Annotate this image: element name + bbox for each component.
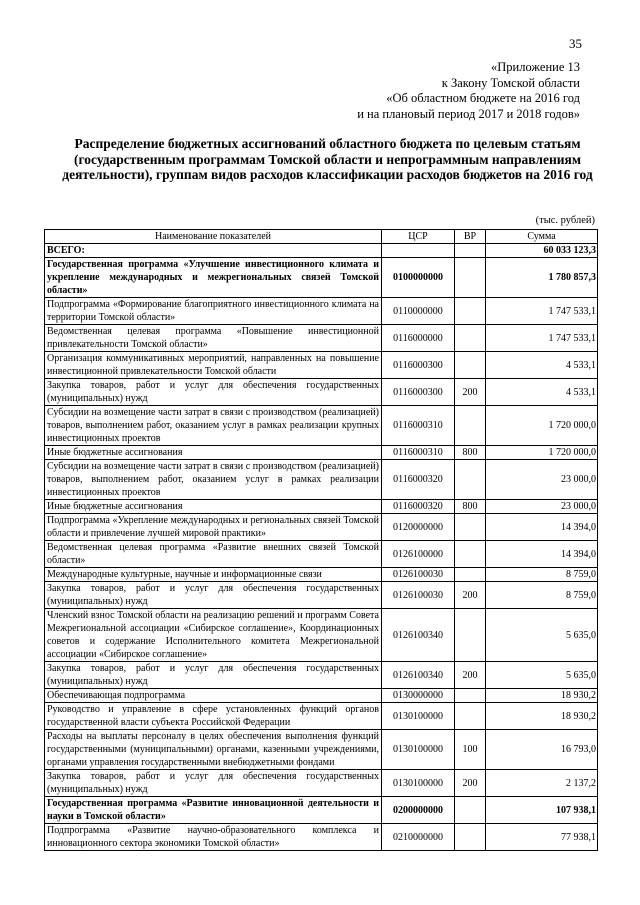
row-name: ВСЕГО:: [45, 244, 382, 258]
row-sum: 4 533,1: [486, 379, 598, 406]
row-csr: 0116000310: [382, 446, 455, 460]
row-name: Закупка товаров, работ и услуг для обеспечения государственных (муниципальных) нужд: [45, 379, 382, 406]
row-name: Ведомственная целевая программа «Развитие внешних связей Томской области»: [45, 541, 382, 568]
row-csr: 0100000000: [382, 258, 455, 298]
row-vr: [455, 325, 486, 352]
row-sum: 2 137,2: [486, 770, 598, 797]
row-vr: 100: [455, 730, 486, 770]
row-sum: 77 938,1: [486, 824, 598, 851]
row-csr: 0116000310: [382, 406, 455, 446]
appendix-line: к Закону Томской области: [441, 75, 580, 90]
row-name: Подпрограмма «Развитие научно-образовательного комплекса и инновационного сектора экономики Томской области»: [45, 824, 382, 851]
row-vr: [455, 258, 486, 298]
row-name: Подпрограмма «Укрепление международных и региональных связей Томской области и привлечение лучшей мировой практики»: [45, 514, 382, 541]
row-name: Государственная программа «Улучшение инвестиционного климата и укрепление международных и межрегиональных связей Томской области»: [45, 258, 382, 298]
row-name: Субсидии на возмещение части затрат в связи с производством (реализацией) товаров, выполнением работ, оказанием услуг в рамках реализации инвестиционных проектов: [45, 460, 382, 500]
row-name: Закупка товаров, работ и услуг для обеспечения государственных (муниципальных) нужд: [45, 582, 382, 609]
row-csr: 0126100340: [382, 609, 455, 662]
document-title: Распределение бюджетных ассигнований областного бюджета по целевым статьям (государственным программам Томской области и непрограммным направлениям деятельности), группам видов расходов классификации расходов бюджетов на 2016 год: [62, 136, 593, 182]
header-name: Наименование показателей: [45, 230, 382, 244]
row-sum: 107 938,1: [486, 797, 598, 824]
row-sum: 1 780 857,3: [486, 258, 598, 298]
row-sum: 60 033 123,3: [486, 244, 598, 258]
table-header-row: [45, 230, 598, 244]
row-vr: [455, 568, 486, 582]
row-csr: 0130000000: [382, 689, 455, 703]
row-name: Организация коммуникативных мероприятий, направленных на повышение инвестиционной привлекательности Томской области: [45, 352, 382, 379]
header-vr: ВР: [455, 230, 486, 244]
table-row: [45, 500, 598, 514]
row-vr: [455, 797, 486, 824]
row-vr: [455, 541, 486, 568]
table-row: [45, 406, 598, 446]
appendix-header: [357, 60, 580, 122]
table-row: [45, 258, 598, 298]
row-sum: 8 759,0: [486, 582, 598, 609]
table-row: [45, 568, 598, 582]
row-csr: 0116000320: [382, 500, 455, 514]
row-name: Ведомственная целевая программа «Повышение инвестиционной привлекательности Томской области»: [45, 325, 382, 352]
row-vr: [455, 244, 486, 258]
row-csr: 0116000300: [382, 379, 455, 406]
row-name: Подпрограмма «Формирование благоприятного инвестиционного климата на территории Томской области»: [45, 298, 382, 325]
row-csr: 0116000300: [382, 352, 455, 379]
row-csr: 0126100030: [382, 568, 455, 582]
row-name: Руководство и управление в сфере установленных функций органов государственной власти субъекта Российской Федерации: [45, 703, 382, 730]
row-name: Закупка товаров, работ и услуг для обеспечения государственных (муниципальных) нужд: [45, 662, 382, 689]
row-vr: 200: [455, 662, 486, 689]
appendix-line: и на плановый период 2017 и 2018 годов»: [357, 106, 580, 121]
row-sum: 23 000,0: [486, 460, 598, 500]
row-vr: [455, 514, 486, 541]
row-sum: 1 747 533,1: [486, 298, 598, 325]
row-sum: 16 793,0: [486, 730, 598, 770]
row-name: Расходы на выплаты персоналу в целях обеспечения выполнения функций государственными (муниципальными) органами, казенными учреждениями, органами управления государственными внебюджетными фондами: [45, 730, 382, 770]
row-csr: 0200000000: [382, 797, 455, 824]
row-name: Субсидии на возмещение части затрат в связи с производством (реализацией) товаров, выполнением работ, оказанием услуг в рамках реализации крупных инвестиционных проектов: [45, 406, 382, 446]
table-row: [45, 730, 598, 770]
table-row: [45, 514, 598, 541]
row-vr: 800: [455, 500, 486, 514]
row-vr: 200: [455, 379, 486, 406]
row-sum: 8 759,0: [486, 568, 598, 582]
table-row: [45, 446, 598, 460]
row-sum: 14 394,0: [486, 514, 598, 541]
row-vr: [455, 703, 486, 730]
budget-table: [44, 229, 598, 851]
header-sum: Сумма: [486, 230, 598, 244]
row-vr: [455, 609, 486, 662]
appendix-line: «Об областном бюджете на 2016 год: [386, 91, 580, 105]
table-row: [45, 662, 598, 689]
table-row: [45, 352, 598, 379]
row-csr: 0130100000: [382, 770, 455, 797]
row-csr: 0120000000: [382, 514, 455, 541]
row-vr: [455, 824, 486, 851]
row-sum: 5 635,0: [486, 662, 598, 689]
row-vr: 200: [455, 582, 486, 609]
row-vr: 800: [455, 446, 486, 460]
table-row: [45, 609, 598, 662]
table-row: [45, 703, 598, 730]
row-name: Закупка товаров, работ и услуг для обеспечения государственных (муниципальных) нужд: [45, 770, 382, 797]
row-sum: 1 720 000,0: [486, 446, 598, 460]
row-sum: 14 394,0: [486, 541, 598, 568]
table-row: [45, 582, 598, 609]
row-csr: 0130100000: [382, 730, 455, 770]
row-sum: 18 930,2: [486, 703, 598, 730]
row-sum: 4 533,1: [486, 352, 598, 379]
units-label: (тыс. рублей): [535, 215, 595, 226]
row-csr: 0210000000: [382, 824, 455, 851]
table-row: [45, 379, 598, 406]
table-row: [45, 298, 598, 325]
appendix-line: «Приложение 13: [491, 60, 580, 74]
row-csr: 0116000000: [382, 325, 455, 352]
table-row: [45, 244, 598, 258]
row-sum: 18 930,2: [486, 689, 598, 703]
header-csr: ЦСР: [382, 230, 455, 244]
row-sum: 1 720 000,0: [486, 406, 598, 446]
row-vr: 200: [455, 770, 486, 797]
table-row: [45, 325, 598, 352]
row-name: Иные бюджетные ассигнования: [45, 446, 382, 460]
table-row: [45, 460, 598, 500]
row-name: Обеспечивающая подпрограмма: [45, 689, 382, 703]
row-csr: 0110000000: [382, 298, 455, 325]
row-csr: [382, 244, 455, 258]
page-number: 35: [569, 36, 582, 51]
table-row: [45, 824, 598, 851]
row-sum: 23 000,0: [486, 500, 598, 514]
row-csr: 0126100030: [382, 582, 455, 609]
row-csr: 0116000320: [382, 460, 455, 500]
row-vr: [455, 689, 486, 703]
table-row: [45, 541, 598, 568]
table-row: [45, 797, 598, 824]
row-vr: [455, 352, 486, 379]
table-row: [45, 689, 598, 703]
row-sum: 5 635,0: [486, 609, 598, 662]
row-name: Государственная программа «Развитие инновационной деятельности и науки в Томской области»: [45, 797, 382, 824]
row-csr: 0126100000: [382, 541, 455, 568]
row-sum: 1 747 533,1: [486, 325, 598, 352]
row-name: Международные культурные, научные и информационные связи: [45, 568, 382, 582]
row-vr: [455, 406, 486, 446]
row-vr: [455, 298, 486, 325]
row-csr: 0126100340: [382, 662, 455, 689]
row-name: Иные бюджетные ассигнования: [45, 500, 382, 514]
table-row: [45, 770, 598, 797]
row-vr: [455, 460, 486, 500]
row-name: Членский взнос Томской области на реализацию решений и программ Совета Межрегиональной ассоциации «Сибирское соглашение», Координационных советов и содержание Исполнительного комитета Межрегиональной ассоциации «Сибирское соглашение»: [45, 609, 382, 662]
row-csr: 0130100000: [382, 703, 455, 730]
